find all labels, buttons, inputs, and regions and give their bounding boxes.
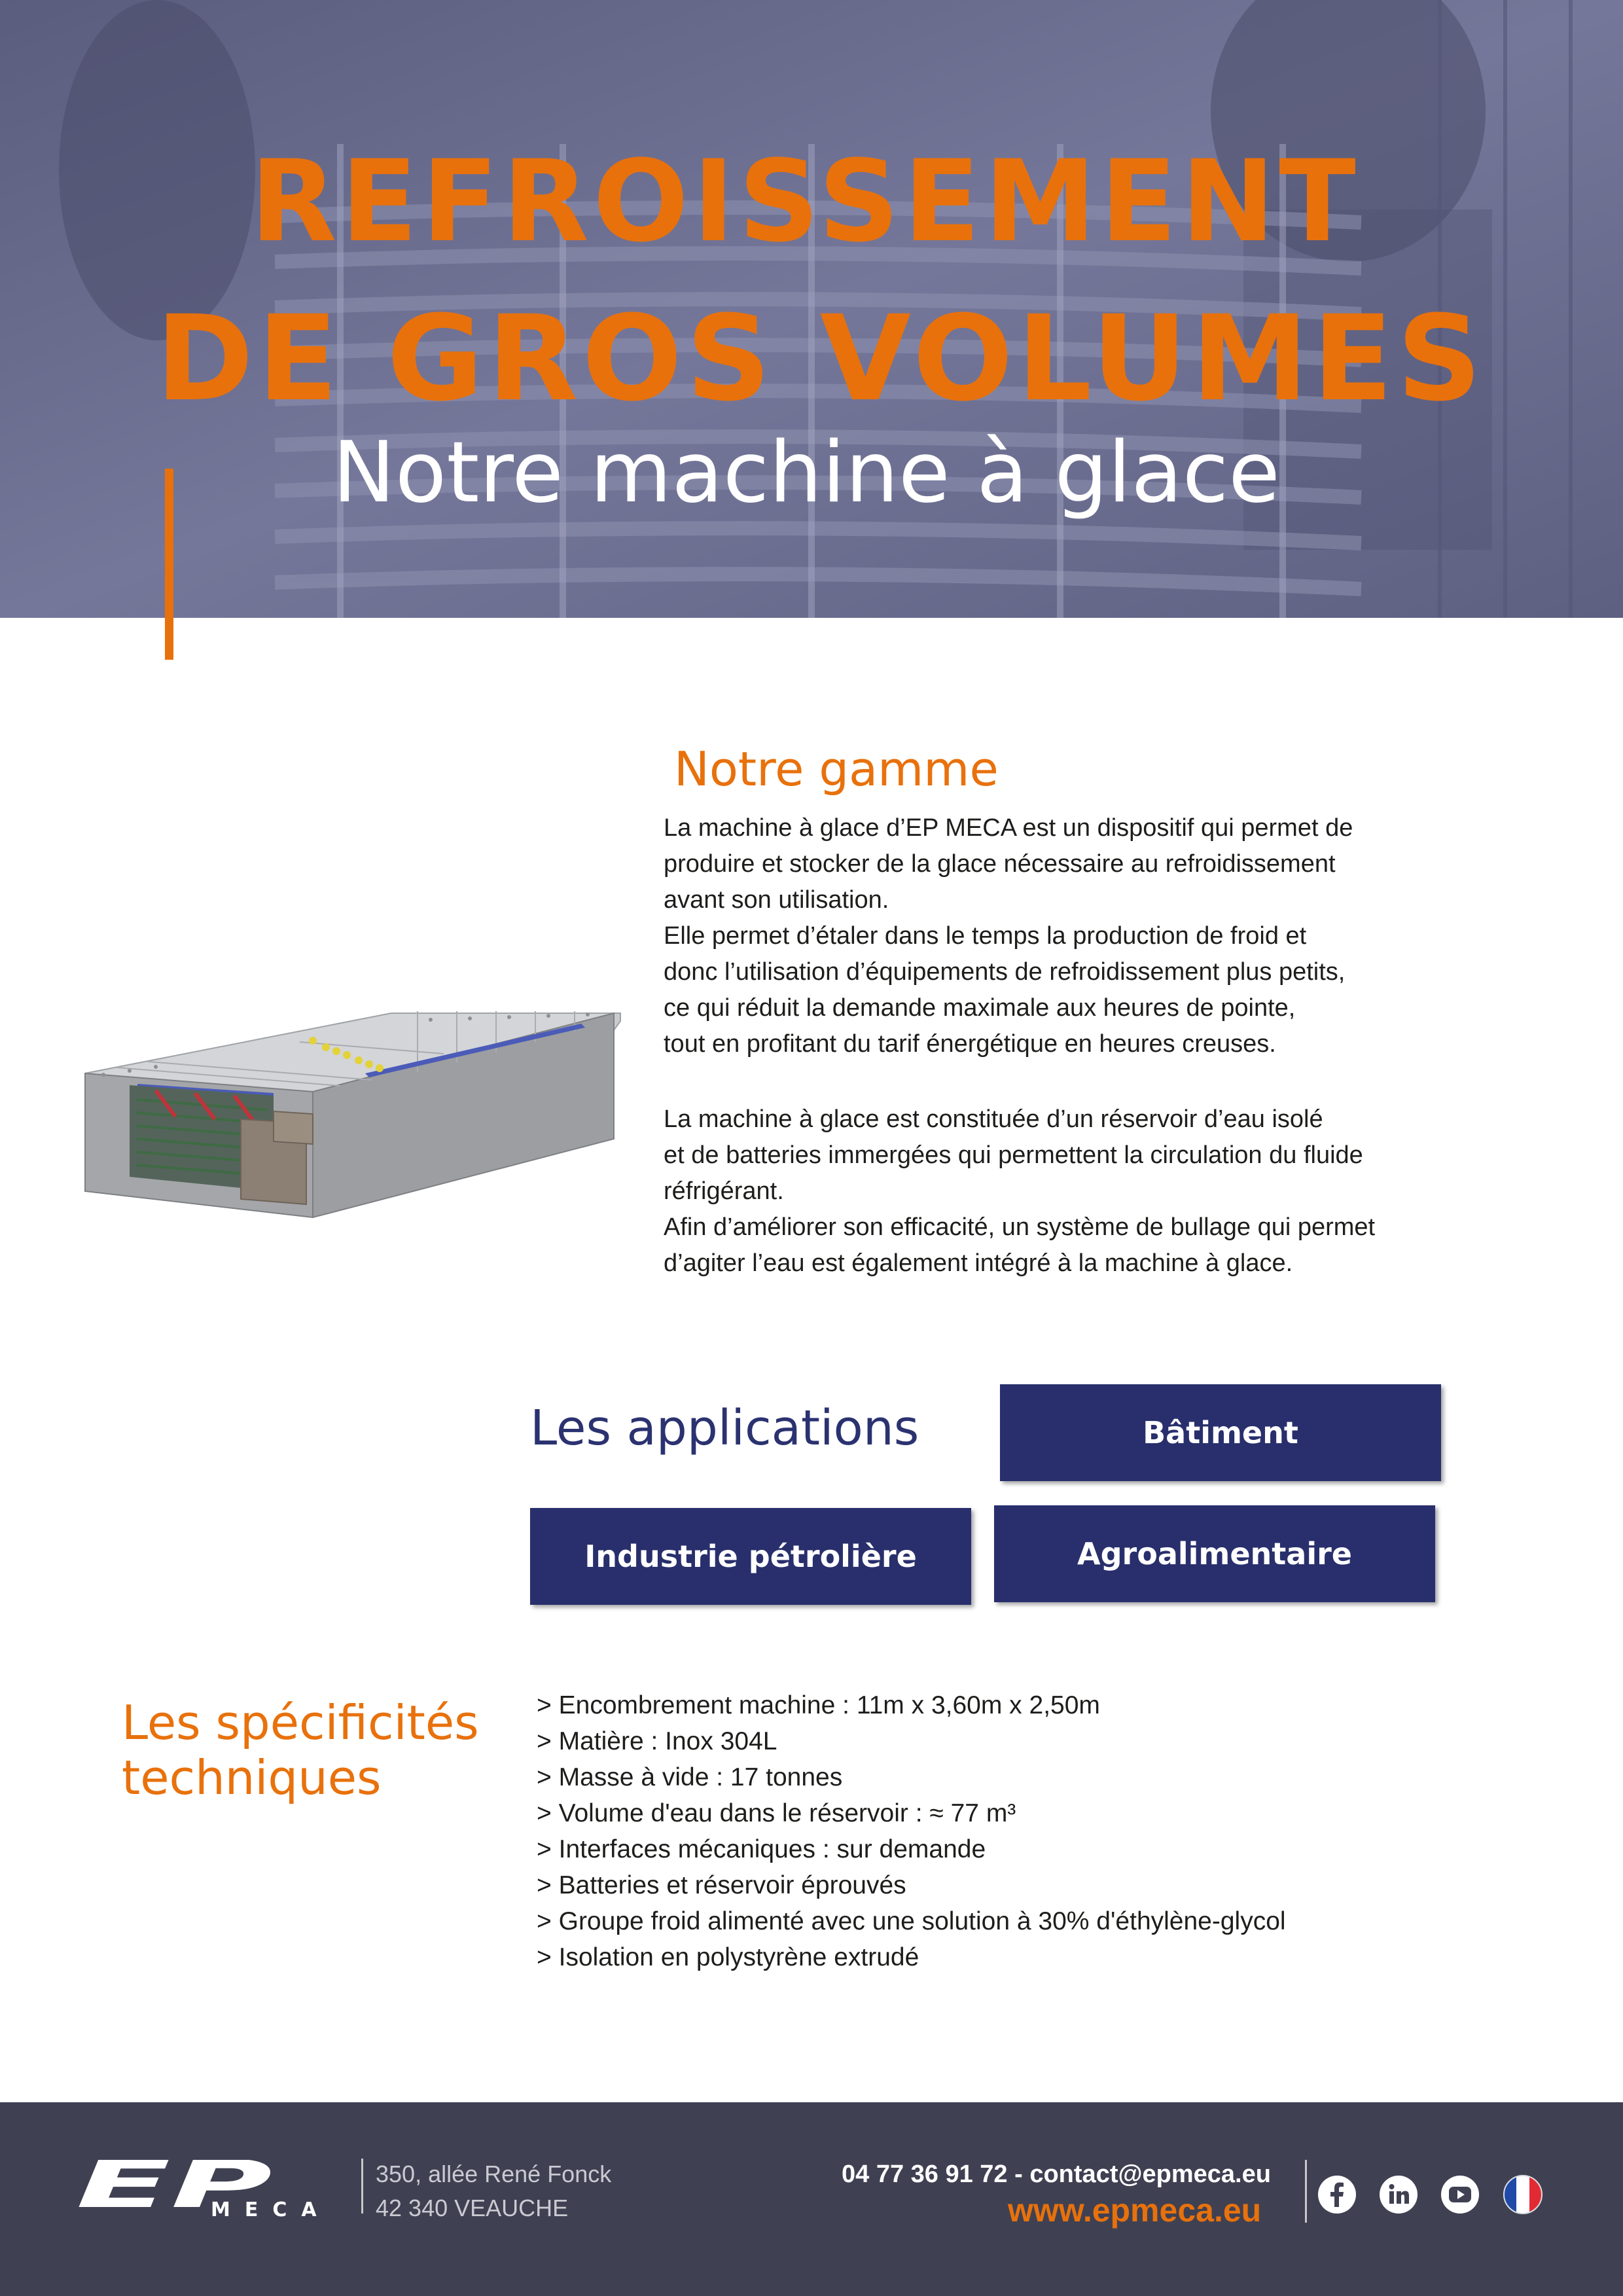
- hero-title-line1: REFROISSEMENT: [250, 135, 1360, 267]
- spec-item: > Interfaces mécaniques : sur demande: [537, 1835, 986, 1863]
- facebook-icon[interactable]: [1317, 2174, 1357, 2215]
- spec-item: > Volume d'eau dans le réservoir : ≈ 77 m³: [537, 1799, 1016, 1827]
- footer-divider: [361, 2159, 363, 2214]
- specs-heading-line2: techniques: [122, 1750, 382, 1805]
- text-line: donc l’utilisation d’équipements de refroidissement plus petits,: [664, 958, 1346, 986]
- website-link[interactable]: www.epmeca.eu: [1008, 2192, 1262, 2229]
- accent-bar: [165, 469, 173, 660]
- text-line: avant son utilisation.: [664, 886, 889, 914]
- text-line: ce qui réduit la demande maximale aux heures de pointe,: [664, 994, 1296, 1022]
- spec-item: > Encombrement machine : 11m x 3,60m x 2,50m: [537, 1691, 1100, 1719]
- gamme-heading: Notre gamme: [674, 742, 999, 797]
- gamme-paragraph-1: [664, 810, 1353, 1062]
- gamme-paragraph-2: [664, 1102, 1375, 1282]
- application-industrie-petroliere-button[interactable]: Industrie pétrolière: [530, 1508, 971, 1605]
- contact-info[interactable]: 04 77 36 91 72 - contact@epmeca.eu: [842, 2161, 1271, 2188]
- text-line: tout en profitant du tarif énergétique en heures creuses.: [664, 1030, 1276, 1058]
- hero-subtitle: Notre machine à glace: [332, 424, 1280, 522]
- text-line: Afin d’améliorer son efficacité, un système de bullage qui permet: [664, 1213, 1376, 1241]
- linkedin-icon[interactable]: [1378, 2174, 1419, 2215]
- application-batiment-button[interactable]: Bâtiment: [1000, 1384, 1441, 1481]
- address-line-1: 350, allée René Fonck: [376, 2161, 612, 2187]
- applications-heading: Les applications: [530, 1400, 919, 1456]
- flag-fr-icon[interactable]: [1503, 2174, 1543, 2215]
- text-line: Elle permet d’étaler dans le temps la production de froid et: [664, 922, 1307, 950]
- spec-item: > Groupe froid alimenté avec une solution à 30% d'éthylène-glycol: [537, 1907, 1286, 1935]
- spec-item: > Isolation en polystyrène extrudé: [537, 1943, 919, 1971]
- ice-machine-illustration: [77, 995, 640, 1257]
- youtube-icon[interactable]: [1440, 2174, 1480, 2215]
- specs-list: [537, 1687, 1286, 1975]
- spec-item: > Batteries et réservoir éprouvés: [537, 1871, 906, 1899]
- logo-meca-text: MECA: [211, 2198, 331, 2217]
- text-line: et de batteries immergées qui permettent la circulation du fluide: [664, 1141, 1363, 1169]
- text-line: La machine à glace est constituée d’un réservoir d’eau isolé: [664, 1105, 1323, 1133]
- specs-heading-line1: Les spécificités: [122, 1695, 479, 1750]
- ep-meca-logo: [76, 2160, 353, 2217]
- hero-title-line2: DE GROS VOLUMES: [155, 291, 1486, 427]
- address-line-2: 42 340 VEAUCHE: [376, 2195, 569, 2221]
- text-line: La machine à glace d’EP MECA est un dispositif qui permet de: [664, 814, 1353, 842]
- spec-item: > Masse à vide : 17 tonnes: [537, 1763, 843, 1791]
- spec-item: > Matière : Inox 304L: [537, 1727, 777, 1755]
- hero-banner: [0, 0, 1623, 618]
- text-line: produire et stocker de la glace nécessaire au refroidissement: [664, 850, 1336, 878]
- logo-ep-text: EP: [76, 2160, 272, 2217]
- text-line: d’agiter l’eau est également intégré à la machine à glace.: [664, 1249, 1293, 1277]
- specs-heading: [122, 1695, 479, 1805]
- footer-divider: [1305, 2160, 1307, 2223]
- application-agroalimentaire-button[interactable]: Agroalimentaire: [994, 1505, 1435, 1602]
- text-line: réfrigérant.: [664, 1177, 784, 1205]
